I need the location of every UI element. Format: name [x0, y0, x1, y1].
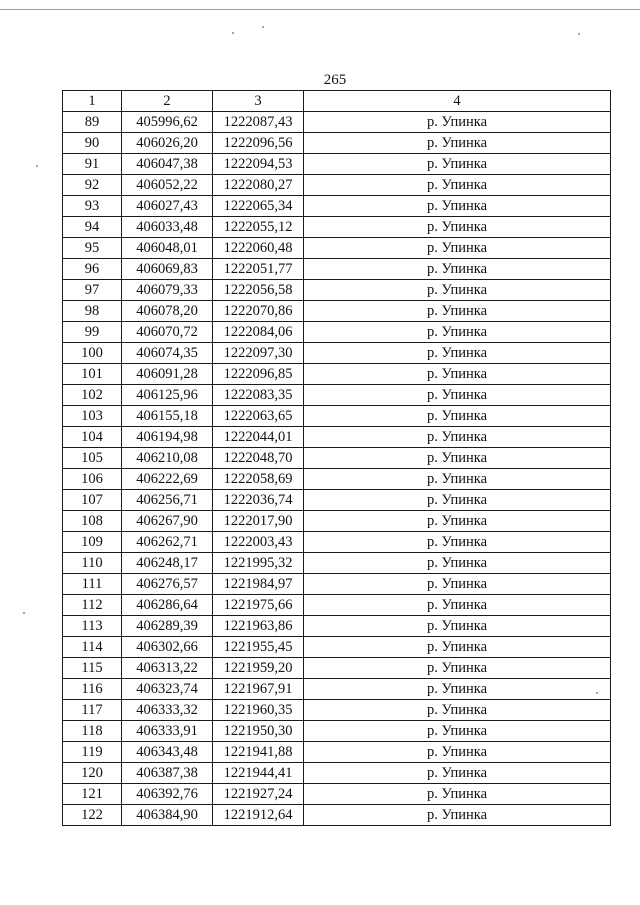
table-row: [63, 133, 611, 154]
x-coordinate-cell: 406048,01: [122, 238, 213, 259]
table-row: [63, 469, 611, 490]
y-coordinate-cell: 1222055,12: [213, 217, 304, 238]
point-number-cell: 105: [63, 448, 122, 469]
x-coordinate-cell: 406267,90: [122, 511, 213, 532]
header-row: [63, 91, 611, 112]
table-row: [63, 532, 611, 553]
description-cell: р. Упинка: [304, 679, 611, 700]
point-number-cell: 120: [63, 763, 122, 784]
x-coordinate-cell: 406392,76: [122, 784, 213, 805]
description-cell: р. Упинка: [304, 721, 611, 742]
table-row: [63, 238, 611, 259]
point-number-cell: 119: [63, 742, 122, 763]
description-cell: р. Упинка: [304, 595, 611, 616]
description-cell: р. Упинка: [304, 784, 611, 805]
point-number-cell: 108: [63, 511, 122, 532]
point-number-cell: 90: [63, 133, 122, 154]
description-cell: р. Упинка: [304, 385, 611, 406]
table-row: [63, 805, 611, 826]
description-cell: р. Упинка: [304, 259, 611, 280]
point-number-cell: 94: [63, 217, 122, 238]
x-coordinate-cell: 406125,96: [122, 385, 213, 406]
x-coordinate-cell: 406210,08: [122, 448, 213, 469]
point-number-cell: 110: [63, 553, 122, 574]
point-number-cell: 104: [63, 427, 122, 448]
y-coordinate-cell: 1222084,06: [213, 322, 304, 343]
table-row: [63, 364, 611, 385]
table-row: [63, 616, 611, 637]
table-row: [63, 301, 611, 322]
description-cell: р. Упинка: [304, 511, 611, 532]
x-coordinate-cell: 406333,32: [122, 700, 213, 721]
table-row: [63, 427, 611, 448]
y-coordinate-cell: 1222065,34: [213, 196, 304, 217]
header-cell-3: 3: [213, 91, 304, 112]
description-cell: р. Упинка: [304, 280, 611, 301]
description-cell: р. Упинка: [304, 490, 611, 511]
y-coordinate-cell: 1221912,64: [213, 805, 304, 826]
x-coordinate-cell: 406194,98: [122, 427, 213, 448]
description-cell: р. Упинка: [304, 448, 611, 469]
x-coordinate-cell: 406222,69: [122, 469, 213, 490]
description-cell: р. Упинка: [304, 301, 611, 322]
table-row: [63, 385, 611, 406]
x-coordinate-cell: 406387,38: [122, 763, 213, 784]
x-coordinate-cell: 406074,35: [122, 343, 213, 364]
point-number-cell: 92: [63, 175, 122, 196]
point-number-cell: 122: [63, 805, 122, 826]
x-coordinate-cell: 406286,64: [122, 595, 213, 616]
table-row: [63, 322, 611, 343]
x-coordinate-cell: 406256,71: [122, 490, 213, 511]
point-number-cell: 106: [63, 469, 122, 490]
y-coordinate-cell: 1222058,69: [213, 469, 304, 490]
description-cell: р. Упинка: [304, 469, 611, 490]
table-row: [63, 259, 611, 280]
description-cell: р. Упинка: [304, 196, 611, 217]
description-cell: р. Упинка: [304, 805, 611, 826]
table-row: [63, 154, 611, 175]
y-coordinate-cell: 1221950,30: [213, 721, 304, 742]
scan-speck: [232, 32, 234, 34]
description-cell: р. Упинка: [304, 763, 611, 784]
y-coordinate-cell: 1222096,85: [213, 364, 304, 385]
x-coordinate-cell: 406155,18: [122, 406, 213, 427]
description-cell: р. Упинка: [304, 217, 611, 238]
y-coordinate-cell: 1221975,66: [213, 595, 304, 616]
table-row: [63, 406, 611, 427]
description-cell: р. Упинка: [304, 427, 611, 448]
scan-speck: [578, 33, 580, 35]
description-cell: р. Упинка: [304, 532, 611, 553]
point-number-cell: 101: [63, 364, 122, 385]
x-coordinate-cell: 406313,22: [122, 658, 213, 679]
table-row: [63, 763, 611, 784]
x-coordinate-cell: 406343,48: [122, 742, 213, 763]
x-coordinate-cell: 406070,72: [122, 322, 213, 343]
description-cell: р. Упинка: [304, 574, 611, 595]
y-coordinate-cell: 1222044,01: [213, 427, 304, 448]
point-number-cell: 91: [63, 154, 122, 175]
point-number-cell: 100: [63, 343, 122, 364]
point-number-cell: 116: [63, 679, 122, 700]
x-coordinate-cell: 406069,83: [122, 259, 213, 280]
table-row: [63, 196, 611, 217]
y-coordinate-cell: 1221960,35: [213, 700, 304, 721]
point-number-cell: 93: [63, 196, 122, 217]
point-number-cell: 95: [63, 238, 122, 259]
description-cell: р. Упинка: [304, 406, 611, 427]
x-coordinate-cell: 406384,90: [122, 805, 213, 826]
x-coordinate-cell: 406302,66: [122, 637, 213, 658]
table-row: [63, 553, 611, 574]
description-cell: р. Упинка: [304, 553, 611, 574]
y-coordinate-cell: 1222070,86: [213, 301, 304, 322]
table-row: [63, 595, 611, 616]
table-header: [63, 91, 611, 112]
description-cell: р. Упинка: [304, 364, 611, 385]
coordinates-table: [62, 90, 611, 826]
y-coordinate-cell: 1221941,88: [213, 742, 304, 763]
table-row: [63, 490, 611, 511]
table-row: [63, 112, 611, 133]
description-cell: р. Упинка: [304, 637, 611, 658]
description-cell: р. Упинка: [304, 112, 611, 133]
table-row: [63, 574, 611, 595]
y-coordinate-cell: 1221955,45: [213, 637, 304, 658]
point-number-cell: 115: [63, 658, 122, 679]
x-coordinate-cell: 406333,91: [122, 721, 213, 742]
point-number-cell: 102: [63, 385, 122, 406]
y-coordinate-cell: 1222083,35: [213, 385, 304, 406]
y-coordinate-cell: 1222036,74: [213, 490, 304, 511]
header-cell-4: 4: [304, 91, 611, 112]
header-cell-2: 2: [122, 91, 213, 112]
y-coordinate-cell: 1222097,30: [213, 343, 304, 364]
table-row: [63, 742, 611, 763]
table-row: [63, 679, 611, 700]
point-number-cell: 103: [63, 406, 122, 427]
description-cell: р. Упинка: [304, 133, 611, 154]
point-number-cell: 109: [63, 532, 122, 553]
x-coordinate-cell: 406289,39: [122, 616, 213, 637]
x-coordinate-cell: 406078,20: [122, 301, 213, 322]
description-cell: р. Упинка: [304, 742, 611, 763]
x-coordinate-cell: 406091,28: [122, 364, 213, 385]
scan-speck: [36, 165, 38, 167]
x-coordinate-cell: 406026,20: [122, 133, 213, 154]
point-number-cell: 111: [63, 574, 122, 595]
point-number-cell: 121: [63, 784, 122, 805]
y-coordinate-cell: 1222048,70: [213, 448, 304, 469]
description-cell: р. Упинка: [304, 700, 611, 721]
y-coordinate-cell: 1222017,90: [213, 511, 304, 532]
y-coordinate-cell: 1221967,91: [213, 679, 304, 700]
scan-speck: [262, 26, 264, 28]
x-coordinate-cell: 406033,48: [122, 217, 213, 238]
y-coordinate-cell: 1222063,65: [213, 406, 304, 427]
y-coordinate-cell: 1221927,24: [213, 784, 304, 805]
description-cell: р. Упинка: [304, 175, 611, 196]
scan-edge-line: [0, 9, 640, 10]
y-coordinate-cell: 1222080,27: [213, 175, 304, 196]
point-number-cell: 97: [63, 280, 122, 301]
y-coordinate-cell: 1221995,32: [213, 553, 304, 574]
x-coordinate-cell: 406047,38: [122, 154, 213, 175]
table-row: [63, 721, 611, 742]
description-cell: р. Упинка: [304, 322, 611, 343]
point-number-cell: 96: [63, 259, 122, 280]
table-row: [63, 658, 611, 679]
y-coordinate-cell: 1221984,97: [213, 574, 304, 595]
table-row: [63, 637, 611, 658]
table-row: [63, 784, 611, 805]
x-coordinate-cell: 406262,71: [122, 532, 213, 553]
y-coordinate-cell: 1222003,43: [213, 532, 304, 553]
table-row: [63, 343, 611, 364]
scan-speck: [23, 612, 25, 614]
y-coordinate-cell: 1222094,53: [213, 154, 304, 175]
x-coordinate-cell: 406323,74: [122, 679, 213, 700]
description-cell: р. Упинка: [304, 238, 611, 259]
description-cell: р. Упинка: [304, 658, 611, 679]
table-row: [63, 175, 611, 196]
point-number-cell: 107: [63, 490, 122, 511]
point-number-cell: 118: [63, 721, 122, 742]
y-coordinate-cell: 1221959,20: [213, 658, 304, 679]
x-coordinate-cell: 406027,43: [122, 196, 213, 217]
point-number-cell: 114: [63, 637, 122, 658]
y-coordinate-cell: 1221963,86: [213, 616, 304, 637]
page-number: 265: [323, 72, 347, 88]
x-coordinate-cell: 406052,22: [122, 175, 213, 196]
y-coordinate-cell: 1222060,48: [213, 238, 304, 259]
table-row: [63, 280, 611, 301]
y-coordinate-cell: 1221944,41: [213, 763, 304, 784]
point-number-cell: 98: [63, 301, 122, 322]
table-row: [63, 217, 611, 238]
y-coordinate-cell: 1222051,77: [213, 259, 304, 280]
y-coordinate-cell: 1222056,58: [213, 280, 304, 301]
table-body: [63, 112, 611, 826]
y-coordinate-cell: 1222087,43: [213, 112, 304, 133]
point-number-cell: 99: [63, 322, 122, 343]
point-number-cell: 117: [63, 700, 122, 721]
description-cell: р. Упинка: [304, 154, 611, 175]
description-cell: р. Упинка: [304, 616, 611, 637]
x-coordinate-cell: 406276,57: [122, 574, 213, 595]
table-row: [63, 700, 611, 721]
x-coordinate-cell: 406248,17: [122, 553, 213, 574]
header-cell-1: 1: [63, 91, 122, 112]
y-coordinate-cell: 1222096,56: [213, 133, 304, 154]
point-number-cell: 112: [63, 595, 122, 616]
description-cell: р. Упинка: [304, 343, 611, 364]
x-coordinate-cell: 405996,62: [122, 112, 213, 133]
x-coordinate-cell: 406079,33: [122, 280, 213, 301]
table-row: [63, 511, 611, 532]
point-number-cell: 89: [63, 112, 122, 133]
point-number-cell: 113: [63, 616, 122, 637]
table-row: [63, 448, 611, 469]
